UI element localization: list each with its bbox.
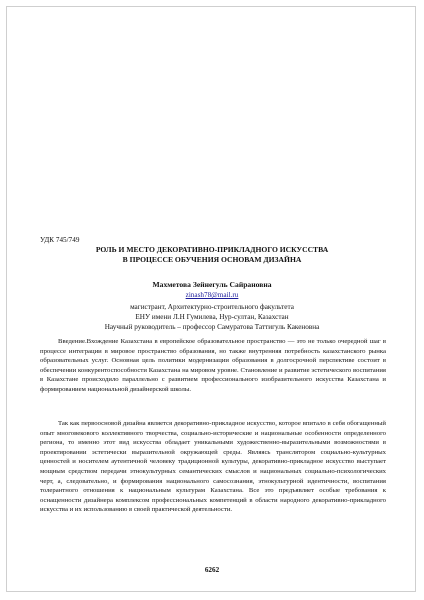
article-title-line-1: РОЛЬ И МЕСТО ДЕКОРАТИВНО-ПРИКЛАДНОГО ИСКУССТВА: [95, 245, 329, 254]
article-title-line-2: В ПРОЦЕССЕ ОБУЧЕНИЯ ОСНОВАМ ДИЗАЙНА: [122, 255, 302, 264]
page-number: 6262: [204, 566, 220, 574]
scientific-supervisor: Научный руководитель – профессор Самуратова Таттигуль Какеновна: [104, 323, 320, 331]
author-email-link[interactable]: zinash78@mail.ru: [185, 291, 239, 299]
author-affiliation-position: магистрант, Архитектурно-строительного факультета: [130, 303, 294, 311]
author-name: Махметова Зейнегуль Сайрановна: [152, 280, 272, 289]
paragraph-body: Так как первоосновой дизайна является декоративно-прикладное искусство, которое впитало в себя обогащенный опыт многовекового коллективного творчества, социально-исторические и национальные особенности определенного региона, то именно этот вид искусства обладает уникальными художественно-выразительными возможностями в проектировании эстетически выразительной окружающей среды. Являясь транслятором социально-культурных ценностей и носителем аутентичной человеку традиционной культуры, декоративно-прикладное искусство выступает мощным средством передачи этнокультурных семантических смыслов и национальных социально-психологических черт, а, следовательно, и формирования национального самосознания, этнокультурной идентичности, воспитания толерантного отношения к национальным культурам Казахстана. Все это предъявляет особые требования к оснащенности дизайнера комплексом профессиональных компетенций в области народного декоративно-прикладного искусства и их использованию в своей практической деятельности.: [40, 420, 386, 514]
author-affiliation-university: ЕНУ имени Л.Н Гумилева, Нур-султан, Казахстан: [135, 313, 289, 321]
author-email-line: [40, 290, 384, 300]
udk-code: УДК 745/749: [40, 236, 80, 244]
paragraph-introduction: Введение.Вхождение Казахстана в европейское образовательное пространство — это не только очередной шаг в процессе интеграции в мировое пространство образования, но также внутренняя потребность казахстанского рынка образовательных услуг. Основная цель политики модернизации образования в долгосрочной перспективе состоит в обеспечении конкурентоспособности Казахстана на мировом уровне. Становление и развитие эстетического воспитания в Казахстане происходило параллельно с развитием профессионального изобразительного искусства Казахстана и формированием национальной дизайнерской школы.: [40, 338, 386, 393]
